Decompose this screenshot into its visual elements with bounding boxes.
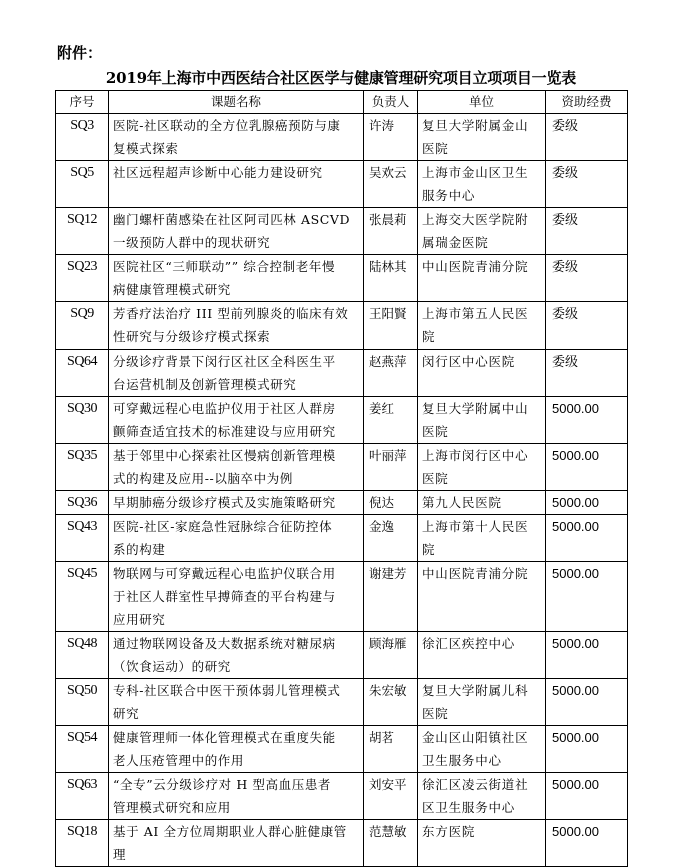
cell-person: 陆林其 bbox=[364, 255, 418, 302]
unit-line: 上海市第十人民医 bbox=[422, 519, 529, 534]
table-row bbox=[56, 302, 628, 350]
cell-unit bbox=[418, 491, 546, 515]
table-row bbox=[56, 208, 628, 255]
title-line: 病健康管理模式研究 bbox=[113, 282, 231, 297]
table-row bbox=[56, 161, 628, 208]
unit-line: 卫生服务中心 bbox=[422, 753, 502, 768]
cell-unit bbox=[418, 820, 546, 867]
table-row bbox=[56, 114, 628, 161]
cell-unit bbox=[418, 726, 546, 773]
unit-line: 复旦大学附属中山 bbox=[422, 401, 529, 416]
cell-no: SQ63 bbox=[56, 773, 109, 820]
cell-person: 刘安平 bbox=[364, 773, 418, 820]
cell-unit bbox=[418, 632, 546, 679]
cell-no: SQ48 bbox=[56, 632, 109, 679]
cell-title bbox=[109, 444, 364, 491]
cell-unit bbox=[418, 161, 546, 208]
cell-title bbox=[109, 515, 364, 562]
header-person: 负责人 bbox=[364, 91, 418, 114]
cell-unit bbox=[418, 255, 546, 302]
cell-no: SQ64 bbox=[56, 350, 109, 397]
cell-title bbox=[109, 820, 364, 867]
title-line: 医院社区“三师联动”” 综合控制老年慢 bbox=[113, 259, 336, 274]
cell-title bbox=[109, 397, 364, 444]
unit-line: 区卫生服务中心 bbox=[422, 800, 516, 815]
title-line: 分级诊疗背景下闵行区社区全科医生平 bbox=[113, 354, 336, 369]
unit-line: 院 bbox=[422, 542, 436, 557]
cell-fund: 5000.00 bbox=[546, 773, 628, 820]
unit-line: 第九人民医院 bbox=[422, 495, 502, 510]
cell-fund: 5000.00 bbox=[546, 679, 628, 726]
unit-line: 东方医院 bbox=[422, 824, 476, 839]
document-title: 2019年上海市中西医结合社区医学与健康管理研究项目立项项目一览表 bbox=[105, 69, 577, 87]
table-row bbox=[56, 515, 628, 562]
table-row bbox=[56, 397, 628, 444]
cell-no: SQ9 bbox=[56, 302, 109, 350]
title-line: 复模式探索 bbox=[113, 141, 179, 156]
cell-fund: 委级 bbox=[546, 161, 628, 208]
unit-line: 医院 bbox=[422, 424, 449, 439]
header-title: 课题名称 bbox=[109, 91, 364, 114]
cell-title bbox=[109, 491, 364, 515]
cell-person: 顾海雁 bbox=[364, 632, 418, 679]
cell-fund: 5000.00 bbox=[546, 820, 628, 867]
unit-line: 属瑞金医院 bbox=[422, 235, 489, 250]
title-line: 可穿戴远程心电监护仪用于社区人群房 bbox=[113, 401, 336, 416]
cell-unit bbox=[418, 350, 546, 397]
cell-person: 赵燕萍 bbox=[364, 350, 418, 397]
title-line: 管理模式研究和应用 bbox=[113, 800, 231, 815]
cell-fund: 5000.00 bbox=[546, 726, 628, 773]
cell-title bbox=[109, 773, 364, 820]
table-row bbox=[56, 491, 628, 515]
unit-line: 上海市闵行区中心 bbox=[422, 448, 529, 463]
cell-person: 许涛 bbox=[364, 114, 418, 161]
cell-no: SQ23 bbox=[56, 255, 109, 302]
cell-fund: 5000.00 bbox=[546, 444, 628, 491]
cell-unit bbox=[418, 444, 546, 491]
cell-person: 谢建芳 bbox=[364, 562, 418, 632]
title-line: 社区远程超声诊断中心能力建设研究 bbox=[113, 165, 323, 180]
table-row bbox=[56, 679, 628, 726]
title-line: 颤筛查适宜技术的标准建设与应用研究 bbox=[113, 424, 336, 439]
cell-title bbox=[109, 726, 364, 773]
unit-line: 院 bbox=[422, 329, 436, 344]
unit-line: 上海市第五人民医 bbox=[422, 306, 529, 321]
title-line: 应用研究 bbox=[113, 612, 166, 627]
title-line: 基于邻里中心探索社区慢病创新管理模 bbox=[113, 448, 336, 463]
title-line: “全专”云分级诊疗对 H 型高血压患者 bbox=[113, 777, 332, 792]
cell-unit bbox=[418, 302, 546, 350]
cell-unit bbox=[418, 208, 546, 255]
header-fund: 资助经费 bbox=[546, 91, 628, 114]
table-row bbox=[56, 444, 628, 491]
cell-unit bbox=[418, 515, 546, 562]
header-no: 序号 bbox=[56, 91, 109, 114]
title-line: 早期肺癌分级诊疗模式及实施策略研究 bbox=[113, 495, 336, 510]
cell-no: SQ5 bbox=[56, 161, 109, 208]
unit-line: 服务中心 bbox=[422, 188, 476, 203]
title-line: 老人压疮管理中的作用 bbox=[113, 753, 245, 768]
cell-no: SQ50 bbox=[56, 679, 109, 726]
cell-title bbox=[109, 114, 364, 161]
cell-fund: 5000.00 bbox=[546, 491, 628, 515]
cell-person: 朱宏敏 bbox=[364, 679, 418, 726]
unit-line: 金山区山阳镇社区 bbox=[422, 730, 529, 745]
title-line: 医院-社区联动的全方位乳腺癌预防与康 bbox=[113, 118, 341, 133]
cell-person: 王阳賢 bbox=[364, 302, 418, 350]
cell-person: 吴欢云 bbox=[364, 161, 418, 208]
table-row bbox=[56, 820, 628, 867]
table-body bbox=[56, 114, 628, 867]
cell-person: 倪达 bbox=[364, 491, 418, 515]
title-line: 通过物联网设备及大数据系统对糖尿病 bbox=[113, 636, 336, 651]
cell-person: 张晨莉 bbox=[364, 208, 418, 255]
title-line: 医院-社区-家庭急性冠脉综合征防控体 bbox=[113, 519, 333, 534]
cell-title bbox=[109, 161, 364, 208]
cell-fund: 委级 bbox=[546, 255, 628, 302]
title-line: 物联网与可穿戴远程心电监护仪联合用 bbox=[113, 566, 336, 581]
cell-person: 范慧敏 bbox=[364, 820, 418, 867]
title-line: 健康管理师一体化管理模式在重度失能 bbox=[113, 730, 336, 745]
cell-no: SQ43 bbox=[56, 515, 109, 562]
cell-title bbox=[109, 208, 364, 255]
cell-unit bbox=[418, 562, 546, 632]
cell-no: SQ54 bbox=[56, 726, 109, 773]
cell-fund: 委级 bbox=[546, 114, 628, 161]
table-row bbox=[56, 773, 628, 820]
cell-title bbox=[109, 562, 364, 632]
title-line: 芳香疗法治疗 III 型前列腺炎的临床有效 bbox=[113, 306, 349, 321]
unit-line: 复旦大学附属儿科 bbox=[422, 683, 529, 698]
cell-title bbox=[109, 632, 364, 679]
cell-title bbox=[109, 679, 364, 726]
cell-title bbox=[109, 302, 364, 350]
table-row bbox=[56, 350, 628, 397]
unit-line: 中山医院青浦分院 bbox=[422, 566, 529, 581]
cell-no: SQ3 bbox=[56, 114, 109, 161]
cell-fund: 委级 bbox=[546, 350, 628, 397]
cell-no: SQ36 bbox=[56, 491, 109, 515]
cell-unit bbox=[418, 114, 546, 161]
cell-person: 胡茗 bbox=[364, 726, 418, 773]
unit-line: 医院 bbox=[422, 706, 449, 721]
cell-person: 金逸 bbox=[364, 515, 418, 562]
title-line: 于社区人群室性早搏筛查的平台构建与 bbox=[113, 589, 336, 604]
cell-title bbox=[109, 255, 364, 302]
unit-line: 中山医院青浦分院 bbox=[422, 259, 529, 274]
table-row bbox=[56, 632, 628, 679]
unit-line: 上海市金山区卫生 bbox=[422, 165, 529, 180]
cell-no: SQ12 bbox=[56, 208, 109, 255]
unit-line: 医院 bbox=[422, 471, 449, 486]
title-line: 专科-社区联合中医干预体弱儿管理模式 bbox=[113, 683, 341, 698]
cell-no: SQ45 bbox=[56, 562, 109, 632]
cell-no: SQ35 bbox=[56, 444, 109, 491]
attachment-label: 附件： bbox=[57, 44, 103, 62]
title-line: 理 bbox=[113, 847, 127, 862]
unit-line: 闵行区中心医院 bbox=[422, 354, 516, 369]
table-row bbox=[56, 255, 628, 302]
title-line: 性研究与分级诊疗模式探索 bbox=[113, 329, 271, 344]
title-line: 研究 bbox=[113, 706, 140, 721]
cell-fund: 5000.00 bbox=[546, 632, 628, 679]
header-unit: 单位 bbox=[418, 91, 546, 114]
unit-line: 徐汇区凌云街道社 bbox=[422, 777, 529, 792]
title-line: 幽门螺杆菌感染在社区阿司匹林 ASCVD bbox=[113, 212, 351, 227]
cell-no: SQ18 bbox=[56, 820, 109, 867]
title-line: 台运营机制及创新管理模式研究 bbox=[113, 377, 297, 392]
cell-unit bbox=[418, 397, 546, 444]
cell-fund: 5000.00 bbox=[546, 515, 628, 562]
cell-fund: 委级 bbox=[546, 208, 628, 255]
title-line: 系的构建 bbox=[113, 542, 166, 557]
title-line: 一级预防人群中的现状研究 bbox=[113, 235, 271, 250]
cell-unit bbox=[418, 773, 546, 820]
unit-line: 复旦大学附属金山 bbox=[422, 118, 529, 133]
cell-fund: 5000.00 bbox=[546, 562, 628, 632]
unit-line: 上海交大医学院附 bbox=[422, 212, 529, 227]
cell-person: 姜红 bbox=[364, 397, 418, 444]
cell-fund: 委级 bbox=[546, 302, 628, 350]
table-row bbox=[56, 562, 628, 632]
title-line: （饮食运动）的研究 bbox=[113, 659, 231, 674]
cell-unit bbox=[418, 679, 546, 726]
cell-title bbox=[109, 350, 364, 397]
project-table bbox=[55, 90, 628, 867]
unit-line: 医院 bbox=[422, 141, 449, 156]
cell-fund: 5000.00 bbox=[546, 397, 628, 444]
title-line: 式的构建及应用--以脑卒中为例 bbox=[113, 471, 293, 486]
table-row bbox=[56, 726, 628, 773]
unit-line: 徐汇区疾控中心 bbox=[422, 636, 516, 651]
cell-no: SQ30 bbox=[56, 397, 109, 444]
cell-person: 叶丽萍 bbox=[364, 444, 418, 491]
title-line: 基于 AI 全方位周期职业人群心脏健康管 bbox=[113, 824, 347, 839]
table-header-row bbox=[56, 91, 628, 114]
